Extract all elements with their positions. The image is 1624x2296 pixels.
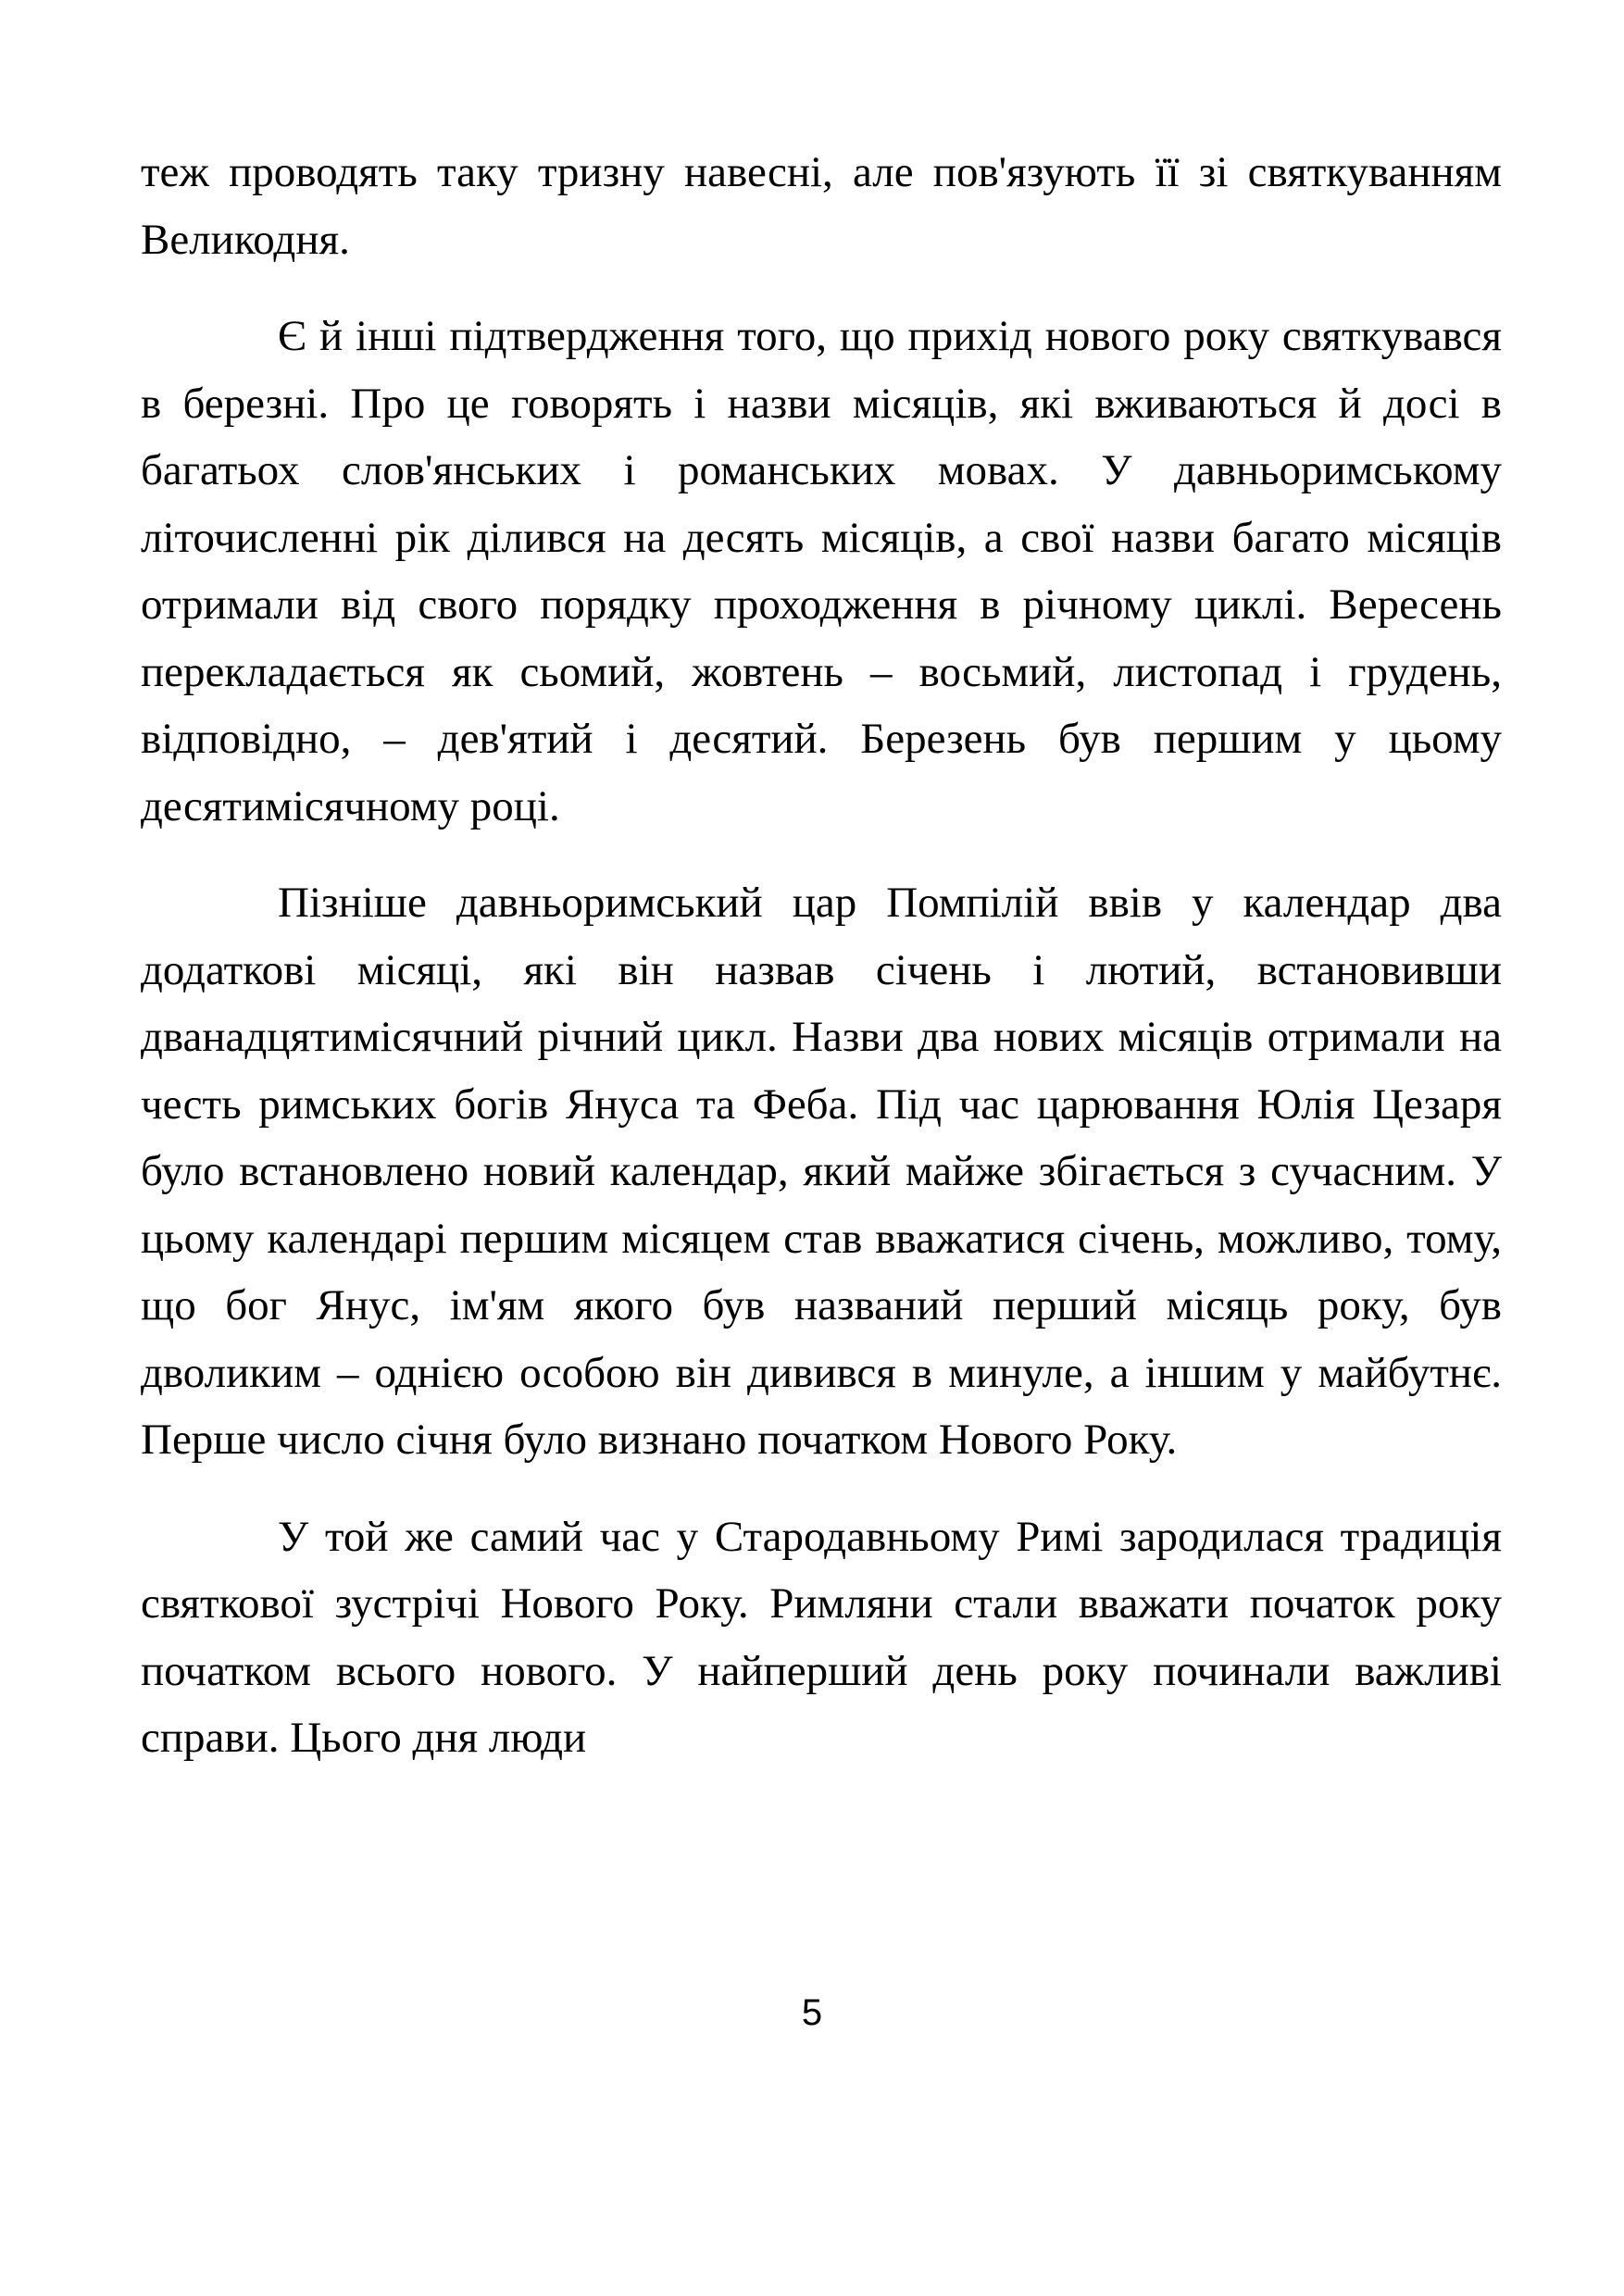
paragraph: Є й інші підтвердження того, що прихід нового року святкувався в березні. Про це говорять і назви місяців, які вживаються й досі в багатьох слов'янських і романських мовах. У давньоримському літочисленні рік ділився на десять місяців, а свої назви багато місяців отримали від свого порядку проходження в річному циклі. Вересень перекладається як сьомий, жовтень – восьмий, листопад і грудень, відповідно, – дев'ятий і десятий. Березень був першим у цьому десятимісячному році. [141,312,1502,830]
paragraph: У той же самий час у Стародавньому Римі зародилася традиція святкової зустрічі Нового Року. Римляни стали вважати початок року початком всього нового. У найперший день року починали важливі справи. Цього дня люди [141,1512,1502,1762]
paragraph: Пізніше давньоримський цар Помпілій ввів у календар два додаткові місяці, які він назвав січень і лютий, встановивши дванадцятимісячний річний цикл. Назви два нових місяців отримали на честь римських богів Януса та Феба. Під час царювання Юлія Цезаря було встановлено новий календар, який майже збігається з сучасним. У цьому календарі першим місяцем став вважатися січень, можливо, тому, що бог Янус, ім'ям якого був названий перший місяць року, був дволиким – однією особою він дивився в минуле, а іншим у майбутнє. Перше число січня було визнано початком Нового Року. [141,879,1502,1464]
paragraph: теж проводять таку тризну навесні, але пов'язують її зі святкуванням Великодня. [141,148,1502,264]
page-number: 5 [801,1992,823,2033]
body-text [141,139,1502,1772]
